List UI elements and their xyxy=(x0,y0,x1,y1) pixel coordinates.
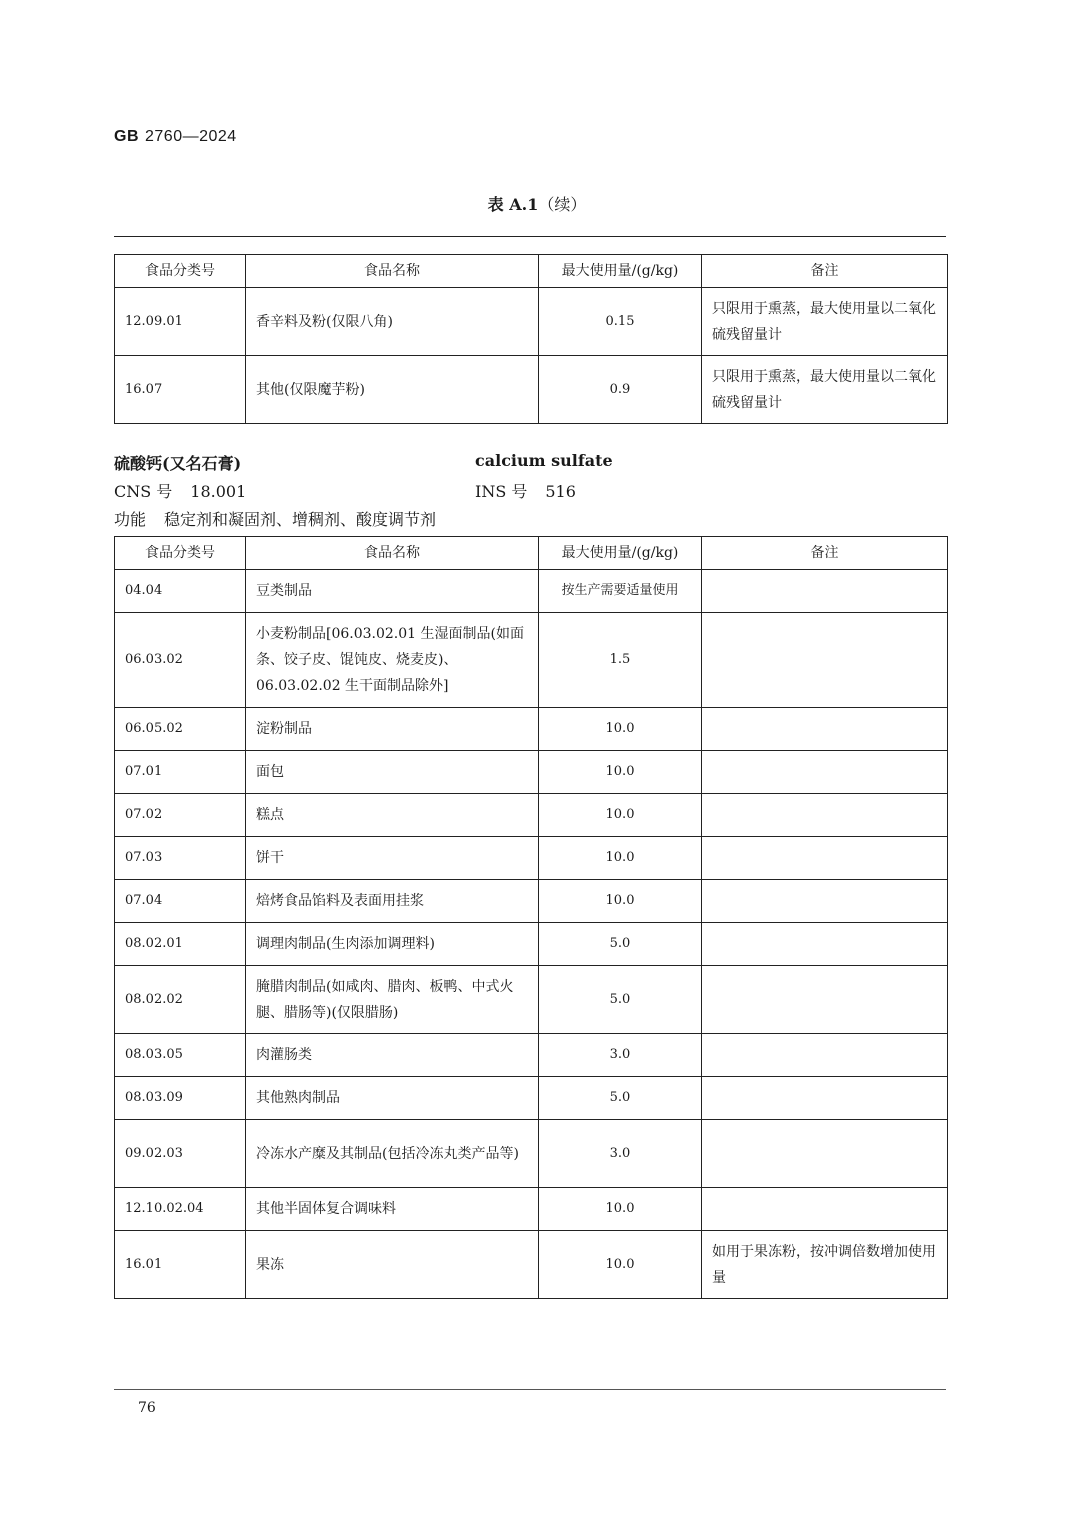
function-value: 稳定剂和凝固剂、增稠剂、酸度调节剂 xyxy=(164,510,437,529)
function-line xyxy=(114,507,436,530)
table-row xyxy=(115,1188,948,1231)
cell-name: 其他半固体复合调味料 xyxy=(246,1188,539,1231)
cell-name: 香辛料及粉(仅限八角) xyxy=(246,288,539,356)
table-title: 表 A.1 xyxy=(487,195,539,214)
table-row xyxy=(115,1120,948,1188)
cell-note xyxy=(702,966,948,1034)
cell-code: 09.02.03 xyxy=(115,1120,246,1188)
standard-code xyxy=(114,128,237,146)
cell-note xyxy=(702,708,948,751)
table-continued-rows xyxy=(114,254,948,424)
cell-amount: 3.0 xyxy=(539,1034,702,1077)
cell-code: 07.02 xyxy=(115,794,246,837)
cell-code: 16.01 xyxy=(115,1231,246,1299)
table-header-row xyxy=(115,537,948,570)
table-row xyxy=(115,288,948,356)
col-header-amount: 最大使用量/(g/kg) xyxy=(539,255,702,288)
cell-name: 糕点 xyxy=(246,794,539,837)
function-label: 功能 xyxy=(114,510,147,529)
cell-name: 果冻 xyxy=(246,1231,539,1299)
cell-note xyxy=(702,613,948,708)
cell-code: 07.01 xyxy=(115,751,246,794)
col-header-code: 食品分类号 xyxy=(115,537,246,570)
col-header-name: 食品名称 xyxy=(246,537,539,570)
table-row xyxy=(115,966,948,1034)
cns-label: CNS 号 xyxy=(114,482,173,501)
cns-value: 18.001 xyxy=(190,482,247,501)
cell-name: 饼干 xyxy=(246,837,539,880)
table-row xyxy=(115,1034,948,1077)
cell-name: 调理肉制品(生肉添加调理料) xyxy=(246,923,539,966)
cell-amount: 按生产需要适量使用 xyxy=(539,570,702,613)
cell-amount: 10.0 xyxy=(539,751,702,794)
cell-code: 08.03.09 xyxy=(115,1077,246,1120)
cell-name: 豆类制品 xyxy=(246,570,539,613)
table-row xyxy=(115,837,948,880)
cell-name: 冷冻水产糜及其制品(包括冷冻丸类产品等) xyxy=(246,1120,539,1188)
cell-note xyxy=(702,923,948,966)
substance-name-en: calcium sulfate xyxy=(475,451,613,470)
cell-note: 只限用于熏蒸，最大使用量以二氧化硫残留量计 xyxy=(702,356,948,424)
cell-amount: 3.0 xyxy=(539,1120,702,1188)
table-row xyxy=(115,1231,948,1299)
cell-code: 12.09.01 xyxy=(115,288,246,356)
cell-code: 06.03.02 xyxy=(115,613,246,708)
cell-amount: 10.0 xyxy=(539,1188,702,1231)
table-header-row xyxy=(115,255,948,288)
cell-name: 腌腊肉制品(如咸肉、腊肉、板鸭、中式火腿、腊肠等)(仅限腊肠) xyxy=(246,966,539,1034)
cell-name: 小麦粉制品[06.03.02.01 生湿面制品(如面条、饺子皮、馄饨皮、烧麦皮)、06.03.02.02 生干面制品除外] xyxy=(246,613,539,708)
col-header-code: 食品分类号 xyxy=(115,255,246,288)
cell-amount: 0.15 xyxy=(539,288,702,356)
ins-value: 516 xyxy=(545,482,576,501)
page-number: 76 xyxy=(138,1400,156,1416)
table-row xyxy=(115,1077,948,1120)
cell-note xyxy=(702,751,948,794)
substance-name-cn: 硫酸钙(又名石膏) xyxy=(114,454,242,473)
cell-code: 06.05.02 xyxy=(115,708,246,751)
cell-note: 只限用于熏蒸，最大使用量以二氧化硫残留量计 xyxy=(702,288,948,356)
cell-code: 04.04 xyxy=(115,570,246,613)
col-header-amount: 最大使用量/(g/kg) xyxy=(539,537,702,570)
cns-number xyxy=(114,479,246,502)
cell-name: 其他熟肉制品 xyxy=(246,1077,539,1120)
cell-code: 08.03.05 xyxy=(115,1034,246,1077)
cell-amount: 10.0 xyxy=(539,837,702,880)
cell-name: 焙烤食品馅料及表面用挂浆 xyxy=(246,880,539,923)
table-row xyxy=(115,570,948,613)
cell-note xyxy=(702,880,948,923)
ins-label: INS 号 xyxy=(475,482,528,501)
cell-code: 16.07 xyxy=(115,356,246,424)
table-row xyxy=(115,880,948,923)
cell-note xyxy=(702,794,948,837)
table-row xyxy=(115,923,948,966)
table-row xyxy=(115,708,948,751)
cell-note xyxy=(702,837,948,880)
cell-note xyxy=(702,1188,948,1231)
cell-note xyxy=(702,1034,948,1077)
table-calcium-sulfate xyxy=(114,536,948,1299)
cell-amount: 10.0 xyxy=(539,880,702,923)
cell-amount: 10.0 xyxy=(539,708,702,751)
cell-name: 其他(仅限魔芋粉) xyxy=(246,356,539,424)
cell-amount: 0.9 xyxy=(539,356,702,424)
cell-name: 面包 xyxy=(246,751,539,794)
ins-number xyxy=(475,479,576,502)
cell-code: 12.10.02.04 xyxy=(115,1188,246,1231)
cell-note: 如用于果冻粉，按冲调倍数增加使用量 xyxy=(702,1231,948,1299)
table-row xyxy=(115,356,948,424)
cell-amount: 10.0 xyxy=(539,1231,702,1299)
table-continued: （续） xyxy=(538,195,587,214)
cell-code: 07.03 xyxy=(115,837,246,880)
col-header-note: 备注 xyxy=(702,255,948,288)
cell-amount: 5.0 xyxy=(539,966,702,1034)
cell-note xyxy=(702,1120,948,1188)
cell-note xyxy=(702,1077,948,1120)
col-header-note: 备注 xyxy=(702,537,948,570)
table-caption xyxy=(0,192,1074,215)
cell-code: 07.04 xyxy=(115,880,246,923)
standard-number: 2760—2024 xyxy=(145,128,237,145)
cell-amount: 1.5 xyxy=(539,613,702,708)
top-rule xyxy=(114,236,946,237)
table-row xyxy=(115,613,948,708)
footer-rule xyxy=(114,1389,946,1390)
cell-code: 08.02.02 xyxy=(115,966,246,1034)
table-row xyxy=(115,751,948,794)
table-row xyxy=(115,794,948,837)
cell-note xyxy=(702,570,948,613)
cell-name: 淀粉制品 xyxy=(246,708,539,751)
cell-code: 08.02.01 xyxy=(115,923,246,966)
col-header-name: 食品名称 xyxy=(246,255,539,288)
cell-amount: 5.0 xyxy=(539,923,702,966)
cell-amount: 5.0 xyxy=(539,1077,702,1120)
cell-name: 肉灌肠类 xyxy=(246,1034,539,1077)
cell-amount: 10.0 xyxy=(539,794,702,837)
standard-prefix: GB xyxy=(114,128,139,145)
